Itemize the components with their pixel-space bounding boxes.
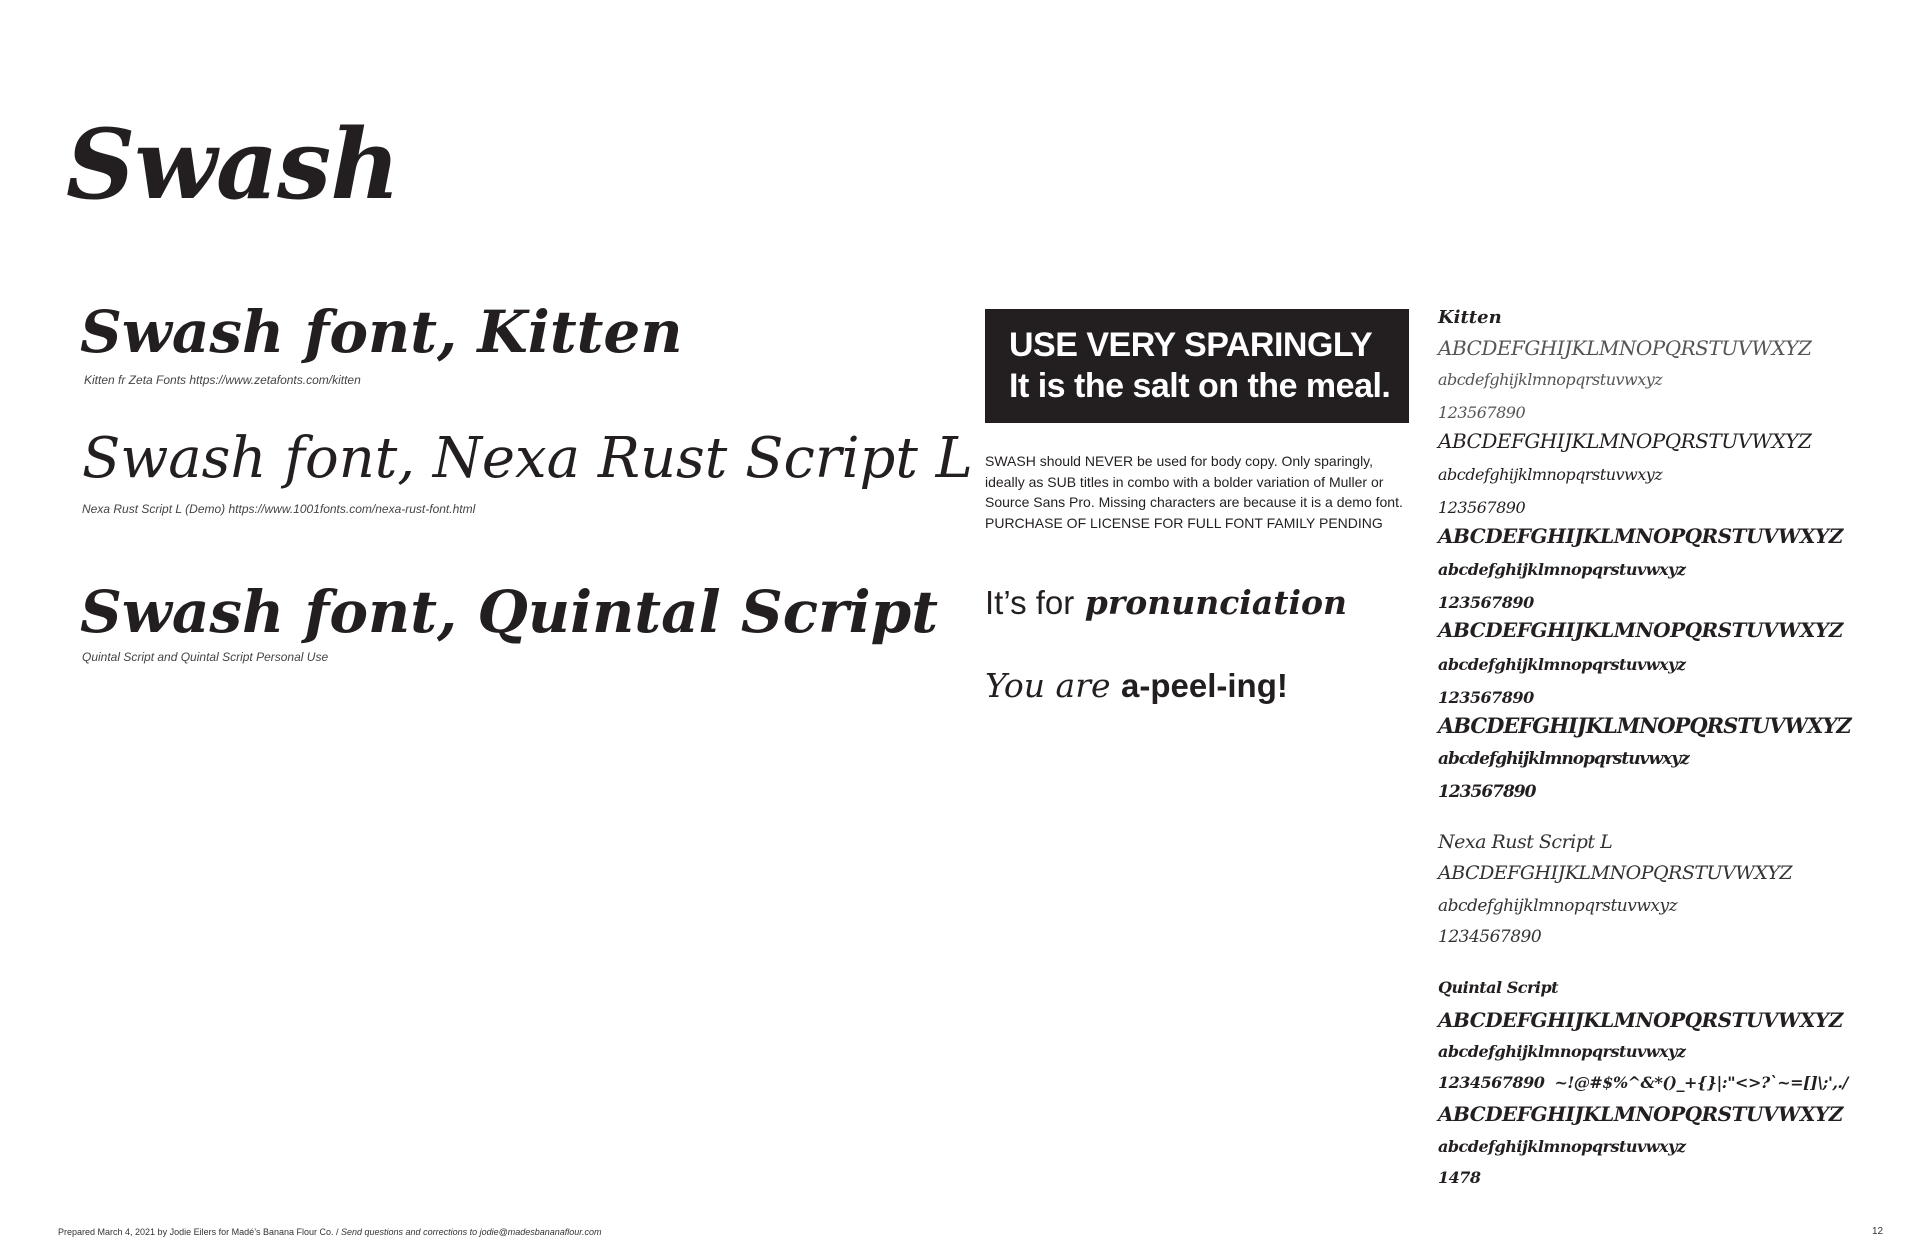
nexa-numerals: 1234567890	[1438, 927, 1542, 947]
sample-title-kitten: Swash font, Kitten	[80, 298, 683, 366]
usage-body-copy: SWASH should NEVER be used for body copy. Only sparingly, ideally as SUB titles in combo with a bolder variation of Muller or Source Sans Pro. Missing characters are because it is a demo font. PURCHASE OF LICENSE FOR FULL FONT FAMILY PENDING	[985, 453, 1403, 531]
sample-credit-kitten: Kitten fr Zeta Fonts https://www.zetafonts.com/kitten	[84, 373, 361, 387]
kitten-heavy-numerals: 123567890	[1438, 782, 1536, 802]
kitten-medium-lowercase: abcdefghijklmnopqrstuvwxyz	[1438, 560, 1686, 579]
peel-swash-text: You are	[985, 666, 1111, 705]
kitten-medium-numerals: 123567890	[1438, 593, 1534, 612]
peel-bold-text: a-peel-ing!	[1121, 667, 1288, 704]
kitten-medium-uppercase: ABCDEFGHIJKLMNOPQRSTUVWXYZ	[1438, 524, 1843, 548]
kitten-light-numerals: 123567890	[1438, 403, 1526, 422]
kitten-bold-uppercase: ABCDEFGHIJKLMNOPQRSTUVWXYZ	[1438, 618, 1843, 642]
kitten-heavy-uppercase: ABCDEFGHIJKLMNOPQRSTUVWXYZ	[1438, 713, 1851, 738]
footer	[58, 1227, 601, 1237]
quintal-alt-numerals: 1478	[1438, 1168, 1481, 1187]
pronunciation-swash-text: pronunciation	[1084, 583, 1348, 622]
nexa-specimen-heading: Nexa Rust Script L	[1438, 831, 1613, 853]
kitten-bold-numerals: 123567890	[1438, 688, 1534, 707]
quintal-lowercase: abcdefghijklmnopqrstuvwxyz	[1438, 1042, 1686, 1061]
usage-warning-line2: It is the salt on the meal.	[1009, 367, 1391, 405]
kitten-specimen-heading: Kitten	[1438, 307, 1502, 328]
usage-warning-line1: USE VERY SPARINGLY	[1009, 326, 1373, 364]
kitten-light-lowercase: abcdefghijklmnopqrstuvwxyz	[1438, 370, 1663, 389]
kitten-regular-numerals: 123567890	[1438, 498, 1526, 517]
quintal-symbols: ~!@#$%^&*()_+{}|:"<>?`~=[]\;',./	[1554, 1073, 1848, 1092]
sample-credit-nexa: Nexa Rust Script L (Demo) https://www.1001fonts.com/nexa-rust-font.html	[82, 502, 476, 516]
kitten-light-uppercase: ABCDEFGHIJKLMNOPQRSTUVWXYZ	[1438, 336, 1812, 360]
sample-credit-quintal: Quintal Script and Quintal Script Personal Use	[82, 650, 329, 664]
quintal-specimen-heading: Quintal Script	[1438, 978, 1559, 997]
quintal-numerals: 1234567890	[1438, 1073, 1545, 1092]
quintal-uppercase: ABCDEFGHIJKLMNOPQRSTUVWXYZ	[1438, 1008, 1843, 1032]
footer-contact: Send questions and corrections to jodie@madesbananaflour.com	[341, 1227, 602, 1237]
page-title: Swash	[66, 108, 400, 221]
peel-example	[985, 666, 1288, 705]
sample-title-quintal: Swash font, Quintal Script	[80, 578, 939, 646]
footer-separator: /	[333, 1227, 341, 1237]
kitten-heavy-lowercase: abcdefghijklmnopqrstuvwxyz	[1438, 749, 1689, 769]
nexa-lowercase: abcdefghijklmnopqrstuvwxyz	[1438, 896, 1678, 916]
page-number: 12	[1872, 1226, 1884, 1237]
footer-prepared: Prepared March 4, 2021 by Jodie Eilers for Madé’s Banana Flour Co.	[58, 1227, 334, 1237]
pronunciation-plain-text: It’s for	[985, 584, 1075, 621]
pronunciation-example	[985, 583, 1347, 622]
kitten-regular-lowercase: abcdefghijklmnopqrstuvwxyz	[1438, 465, 1663, 484]
quintal-alt-uppercase: ABCDEFGHIJKLMNOPQRSTUVWXYZ	[1438, 1102, 1843, 1126]
quintal-alt-lowercase: abcdefghijklmnopqrstuvwxyz	[1438, 1137, 1686, 1156]
usage-warning-box	[985, 309, 1409, 423]
kitten-bold-lowercase: abcdefghijklmnopqrstuvwxyz	[1438, 655, 1686, 674]
kitten-regular-uppercase: ABCDEFGHIJKLMNOPQRSTUVWXYZ	[1438, 429, 1812, 453]
nexa-uppercase: ABCDEFGHIJKLMNOPQRSTUVWXYZ	[1438, 862, 1793, 884]
quintal-numerals-symbols	[1438, 1073, 1848, 1092]
sample-title-nexa: Swash font, Nexa Rust Script L	[82, 426, 973, 491]
